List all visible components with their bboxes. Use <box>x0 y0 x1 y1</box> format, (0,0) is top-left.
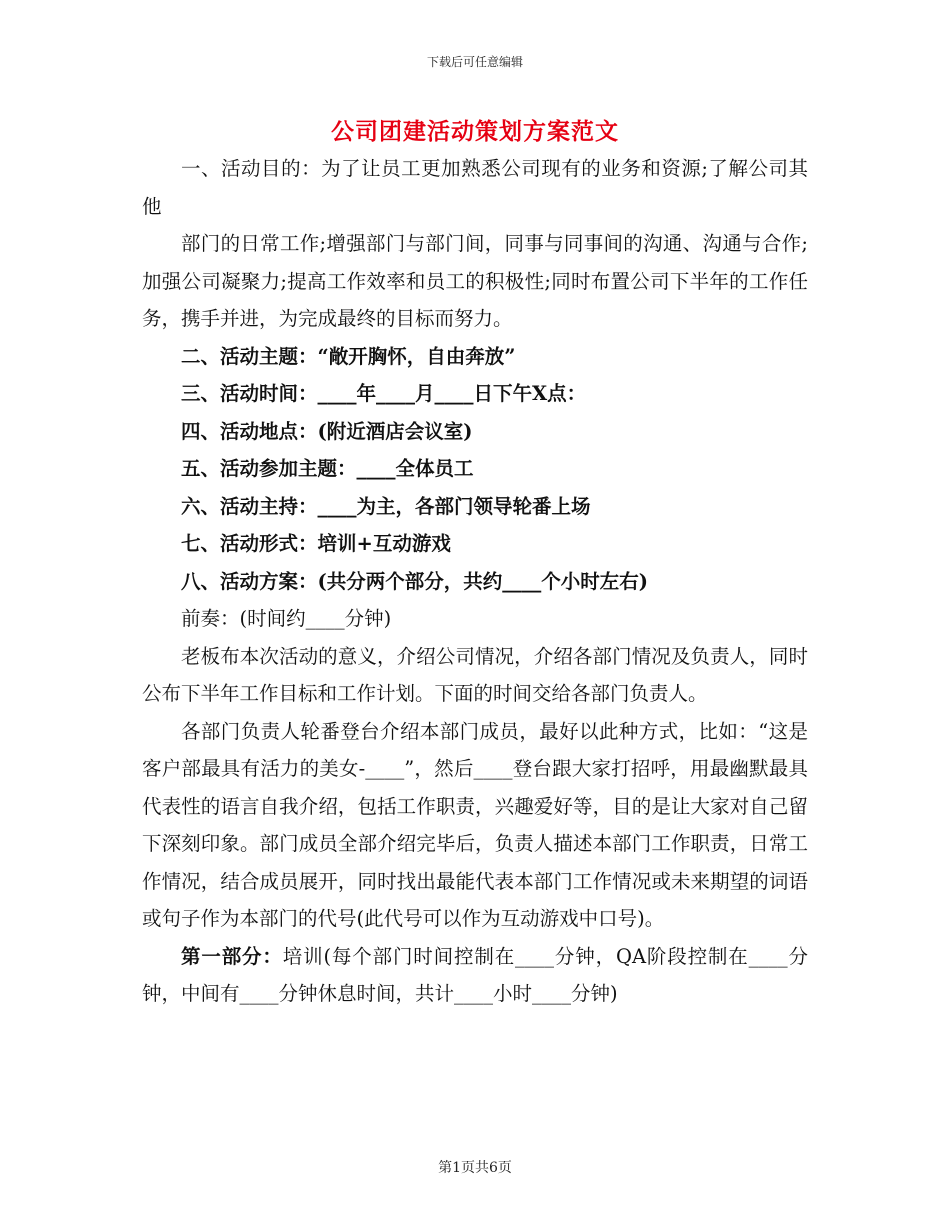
page-header-note: 下载后可任意编辑 <box>426 55 523 69</box>
paragraph-format: 七、活动形式：培训+互动游戏 <box>181 532 451 555</box>
paragraph-prelude: 前奏：(时间约____分钟) <box>181 607 392 630</box>
paragraph-boss-intro: 老板布本次活动的意义，介绍公司情况，介绍各部门情况及负责人，同时公布下半年工作目标和工作计划。下面的时间交给各部门负责人。 <box>142 644 808 705</box>
document-body <box>142 150 808 1013</box>
document-title: 公司团建活动策划方案范文 <box>331 118 619 145</box>
paragraph-theme: 二、活动主题：“敞开胸怀，自由奔放” <box>181 344 516 368</box>
paragraph-participants: 五、活动参加主题：____全体员工 <box>181 457 474 480</box>
paragraph-plan: 八、活动方案：(共分两个部分，共约____个小时左右) <box>181 569 648 593</box>
paragraph-purpose: 一、活动目的：为了让员工更加熟悉公司现有的业务和资源;了解公司其他 <box>142 157 808 218</box>
paragraph-department-intro: 各部门负责人轮番登台介绍本部门成员，最好以此种方式，比如：“这是客户部最具有活力的美女-____”，然后____登台跟大家打招呼，用最幽默最具代表性的语言自我介绍，包括工作职责，兴趣爱好等，目的是让大家对自己留下深刻印象。部门成员全部介绍完毕后，负责人描述本部门工作职责，日常工作情况，结合成员展开，同时找出最能代表本部门工作情况或未来期望的词语或句子作为本部门的代号(此代号可以作为互动游戏中口号)。 <box>142 719 808 930</box>
paragraph-purpose-continued: 部门的日常工作;增强部门与部门间，同事与同事间的沟通、沟通与合作;加强公司凝聚力;提高工作效率和员工的积极性;同时布置公司下半年的工作任务，携手并进，为完成最终的目标而努力。 <box>142 232 808 330</box>
paragraph-location: 四、活动地点：(附近酒店会议室) <box>181 419 473 443</box>
page-footer-number: 第1页共6页 <box>438 1160 512 1176</box>
part-one-label: 第一部分： <box>181 944 283 968</box>
paragraph-time: 三、活动时间：____年____月____日下午X点： <box>181 382 587 405</box>
part-one-text: 培训(每个部门时间控制在____分钟，QA阶段控制在____分钟，中间有____分钟休息时间，共计____小时____分钟) <box>142 944 808 1005</box>
paragraph-part-one <box>142 938 808 1013</box>
paragraph-host: 六、活动主持：____为主，各部门领导轮番上场 <box>181 494 591 518</box>
